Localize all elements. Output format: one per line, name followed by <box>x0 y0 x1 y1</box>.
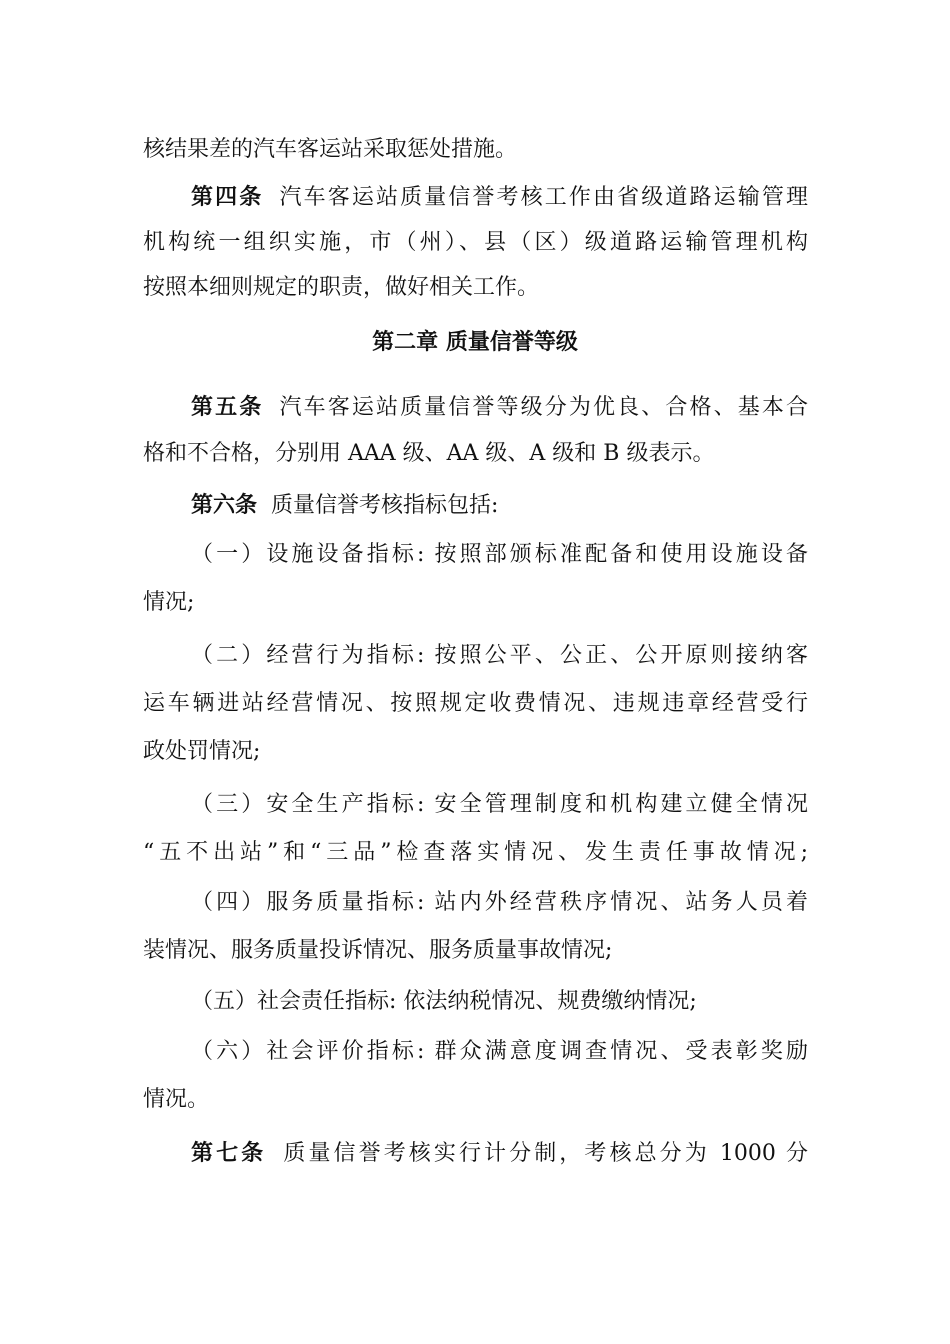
item5-line1: （五）社会责任指标: 依法纳税情况、规费缴纳情况; <box>191 989 697 1014</box>
item1-line2: 情况; <box>143 590 195 615</box>
item2-line3: 政处罚情况; <box>143 739 261 764</box>
item2-line1: （二）经营行为指标: 按照公平、公正、公开原则接纳客 <box>191 643 808 668</box>
article3-continuation: 核结果差的汽车客运站采取惩处措施。 <box>143 137 518 162</box>
article7-text1: 质量信誉考核实行计分制，考核总分为 1000 分 <box>280 1141 808 1166</box>
item2-line2: 运车辆进站经营情况、按照规定收费情况、违规违章经营受行 <box>143 691 808 716</box>
item1-line1: （一）设施设备指标: 按照部颁标准配备和使用设施设备 <box>191 542 808 567</box>
article7-label: 第七条 <box>191 1140 267 1166</box>
article4-line1 <box>191 177 808 217</box>
article6-label: 第六条 <box>191 492 258 518</box>
article4-text1: 汽车客运站质量信誉考核工作由省级道路运输管理 <box>277 185 808 210</box>
item3-line1: （三）安全生产指标: 安全管理制度和机构建立健全情况 <box>191 792 808 817</box>
item6-line2: 情况。 <box>143 1087 210 1112</box>
item4-line1: （四）服务质量指标: 站内外经营秩序情况、站务人员着 <box>191 890 808 915</box>
article5-line2: 格和不合格，分别用 AAA 级、AA 级、A 级和 B 级表示。 <box>143 441 715 466</box>
article4-label: 第四条 <box>191 184 264 210</box>
article6-line1 <box>191 485 808 525</box>
item4-line2: 装情况、服务质量投诉情况、服务质量事故情况; <box>143 938 613 963</box>
chapter2-heading: 第二章 质量信誉等级 <box>372 329 578 355</box>
article5-line1 <box>191 387 808 427</box>
article7-line1 <box>191 1133 808 1173</box>
article6-text1: 质量信誉考核指标包括: <box>271 493 499 518</box>
article4-line3: 按照本细则规定的职责，做好相关工作。 <box>143 275 540 300</box>
item6-line1: （六）社会评价指标: 群众满意度调查情况、受表彰奖励 <box>191 1039 808 1064</box>
article4-line2: 机构统一组织实施，市（州）、县（区）级道路运输管理机构 <box>143 230 808 255</box>
item3-line2: “五不出站”和“三品”检查落实情况、发生责任事故情况; <box>143 840 808 865</box>
article5-label: 第五条 <box>191 394 264 420</box>
article5-text1: 汽车客运站质量信誉等级分为优良、合格、基本合 <box>277 395 808 420</box>
